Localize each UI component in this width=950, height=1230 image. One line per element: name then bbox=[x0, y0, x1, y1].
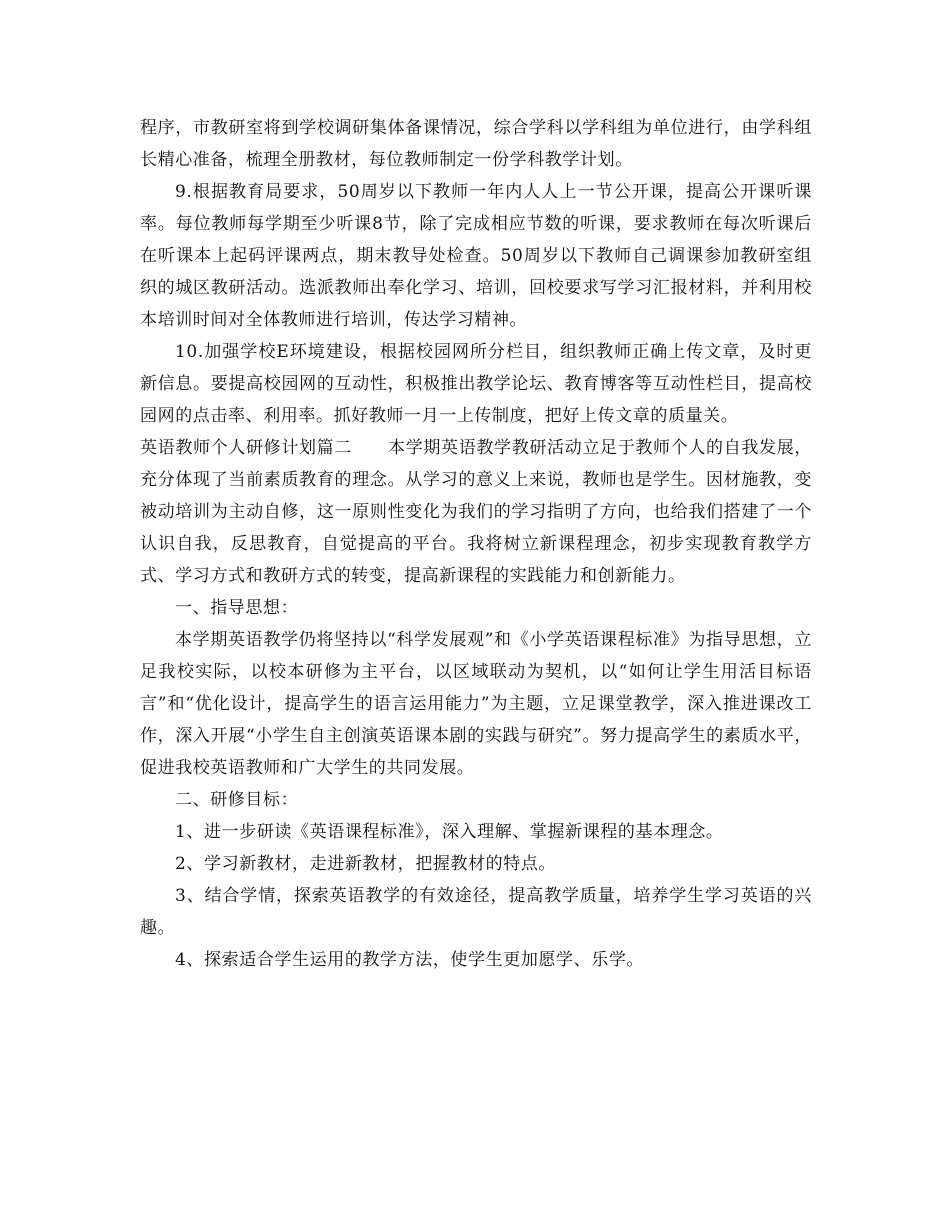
document-body bbox=[140, 112, 812, 976]
section-intro-paragraph bbox=[140, 432, 812, 592]
paragraph-item-9: 9.根据教育局要求，50周岁以下教师一年内人人上一节公开课，提高公开课听课率。每位教师每学期至少听课8节，除了完成相应节数的听课，要求教师在每次听课后在听课本上起码评课两点，期末教导处检查。50周岁以下教师自己调课参加教研室组织的城区教研活动。选派教师出奉化学习、培训，回校要求写学习汇报材料，并利用校本培训时间对全体教师进行培训，传达学习精神。 bbox=[140, 182, 812, 330]
heading-guiding-thought: 一、指导思想： bbox=[175, 598, 299, 618]
goal-item-3: 3、结合学情，探索英语教学的有效途径，提高教学质量，培养学生学习英语的兴趣。 bbox=[140, 886, 812, 938]
heading-study-goals: 二、研修目标： bbox=[175, 790, 299, 810]
goal-item-2: 2、学习新教材，走进新教材，把握教材的特点。 bbox=[175, 854, 557, 874]
section-title: 英语教师个人研修计划篇二 bbox=[140, 438, 353, 458]
goal-item-1: 1、进一步研读《英语课程标准》，深入理解、掌握新课程的基本理念。 bbox=[175, 822, 724, 842]
paragraph-guiding-thought: 本学期英语教学仍将坚持以“科学发展观”和《小学英语课程标准》为指导思想，立足我校实际，以校本研修为主平台，以区域联动为契机，以“如何让学生用活目标语言”和“优化设计，提高学生的语言运用能力”为主题，立足课堂教学，深入推进课改工作，深入开展“小学生自主创演英语课本剧的实践与研究”。努力提高学生的素质水平，促进我校英语教师和广大学生的共同发展。 bbox=[140, 630, 812, 778]
paragraph-item-10: 10.加强学校E环境建设，根据校园网所分栏目，组织教师正确上传文章，及时更新信息。要提高校园网的互动性，积极推出教学论坛、教育博客等互动性栏目，提高校园网的点击率、利用率。抓好教师一月一上传制度，把好上传文章的质量关。 bbox=[140, 342, 812, 426]
paragraph-continuation: 程序，市教研室将到学校调研集体备课情况，综合学科以学科组为单位进行，由学科组长精心准备，梳理全册教材，每位教师制定一份学科教学计划。 bbox=[140, 118, 812, 170]
section-intro-text: 本学期英语教学教研活动立足于教师个人的自我发展，充分体现了当前素质教育的理念。从学习的意义上来说，教师也是学生。因材施教，变被动培训为主动自修，这一原则性变化为我们的学习指明了方向，也给我们搭建了一个认识自我，反思教育，自觉提高的平台。我将树立新课程理念，初步实现教育教学方式、学习方式和教研方式的转变，提高新课程的实践能力和创新能力。 bbox=[140, 438, 813, 586]
goal-item-4: 4、探索适合学生运用的教学方法，使学生更加愿学、乐学。 bbox=[175, 950, 645, 970]
